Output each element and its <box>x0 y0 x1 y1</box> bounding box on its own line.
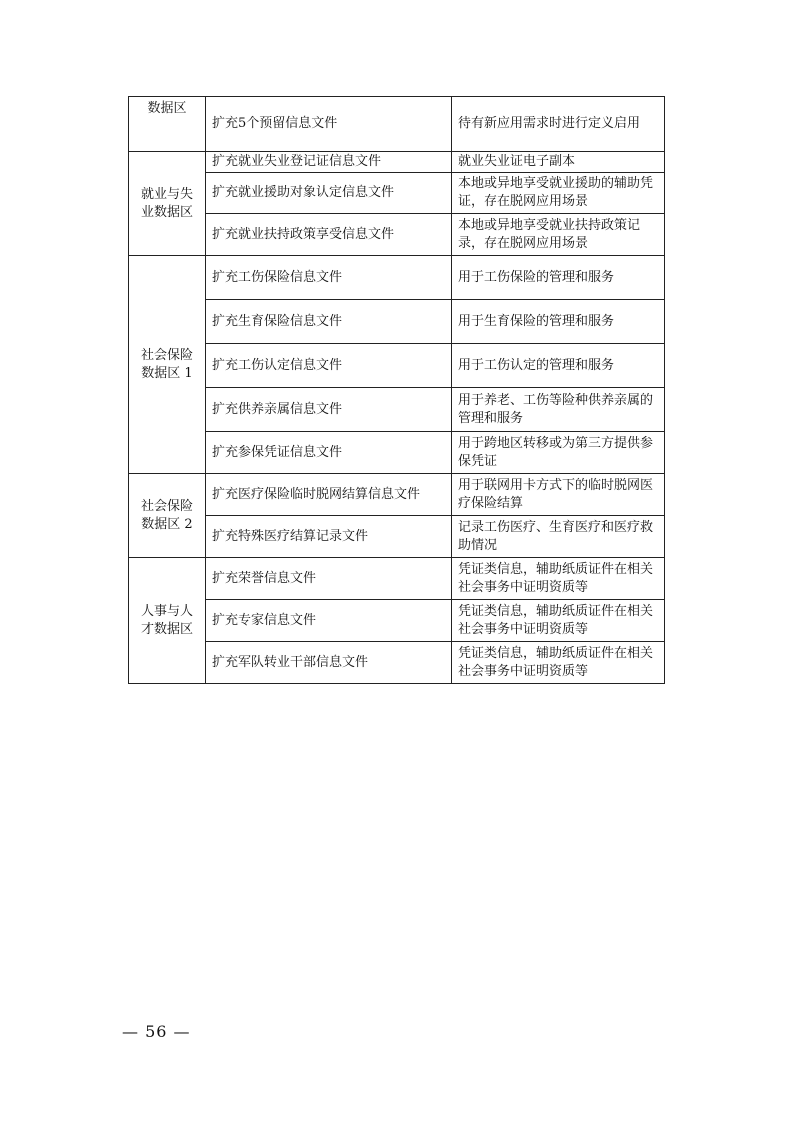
desc-cell: 记录工伤医疗、生育医疗和医疗救助情况 <box>452 516 665 558</box>
table-row <box>129 152 665 173</box>
category-cell: 社会保险数据区 2 <box>129 474 206 558</box>
file-cell: 扩充医疗保险临时脱网结算信息文件 <box>206 474 452 516</box>
category-cell: 人事与人才数据区 <box>129 558 206 684</box>
file-cell: 扩充5个预留信息文件 <box>206 97 452 152</box>
file-cell: 扩充特殊医疗结算记录文件 <box>206 516 452 558</box>
table-row <box>129 432 665 474</box>
category-cell: 就业与失业数据区 <box>129 152 206 256</box>
file-cell: 扩充工伤保险信息文件 <box>206 256 452 300</box>
table-row <box>129 256 665 300</box>
table-row <box>129 558 665 600</box>
desc-cell: 本地或异地享受就业扶持政策记录，存在脱网应用场景 <box>452 214 665 256</box>
file-cell: 扩充就业失业登记证信息文件 <box>206 152 452 173</box>
desc-cell: 就业失业证电子副本 <box>452 152 665 173</box>
table-row <box>129 516 665 558</box>
desc-cell: 凭证类信息，辅助纸质证件在相关社会事务中证明资质等 <box>452 600 665 642</box>
desc-cell: 本地或异地享受就业援助的辅助凭证，存在脱网应用场景 <box>452 173 665 214</box>
table-row <box>129 97 665 152</box>
file-cell: 扩充工伤认定信息文件 <box>206 344 452 388</box>
table-row <box>129 474 665 516</box>
table-row <box>129 300 665 344</box>
file-cell: 扩充就业扶持政策享受信息文件 <box>206 214 452 256</box>
desc-cell: 用于养老、工伤等险种供养亲属的管理和服务 <box>452 388 665 432</box>
page-number: — 56 — <box>122 1022 191 1041</box>
table-row <box>129 214 665 256</box>
desc-cell: 凭证类信息，辅助纸质证件在相关社会事务中证明资质等 <box>452 642 665 684</box>
desc-cell: 用于联网用卡方式下的临时脱网医疗保险结算 <box>452 474 665 516</box>
file-cell: 扩充供养亲属信息文件 <box>206 388 452 432</box>
file-cell: 扩充专家信息文件 <box>206 600 452 642</box>
category-cell: 社会保险数据区 1 <box>129 256 206 474</box>
data-area-table <box>128 96 665 684</box>
file-cell: 扩充参保凭证信息文件 <box>206 432 452 474</box>
table-row <box>129 642 665 684</box>
desc-cell: 用于跨地区转移或为第三方提供参保凭证 <box>452 432 665 474</box>
category-cell: 数据区 <box>129 97 206 152</box>
file-cell: 扩充军队转业干部信息文件 <box>206 642 452 684</box>
table-row <box>129 600 665 642</box>
table-row <box>129 388 665 432</box>
table-row <box>129 173 665 214</box>
file-cell: 扩充荣誉信息文件 <box>206 558 452 600</box>
desc-cell: 用于工伤认定的管理和服务 <box>452 344 665 388</box>
desc-cell: 凭证类信息，辅助纸质证件在相关社会事务中证明资质等 <box>452 558 665 600</box>
desc-cell: 用于工伤保险的管理和服务 <box>452 256 665 300</box>
file-cell: 扩充生育保险信息文件 <box>206 300 452 344</box>
desc-cell: 用于生育保险的管理和服务 <box>452 300 665 344</box>
file-cell: 扩充就业援助对象认定信息文件 <box>206 173 452 214</box>
desc-cell: 待有新应用需求时进行定义启用 <box>452 97 665 152</box>
table-row <box>129 344 665 388</box>
